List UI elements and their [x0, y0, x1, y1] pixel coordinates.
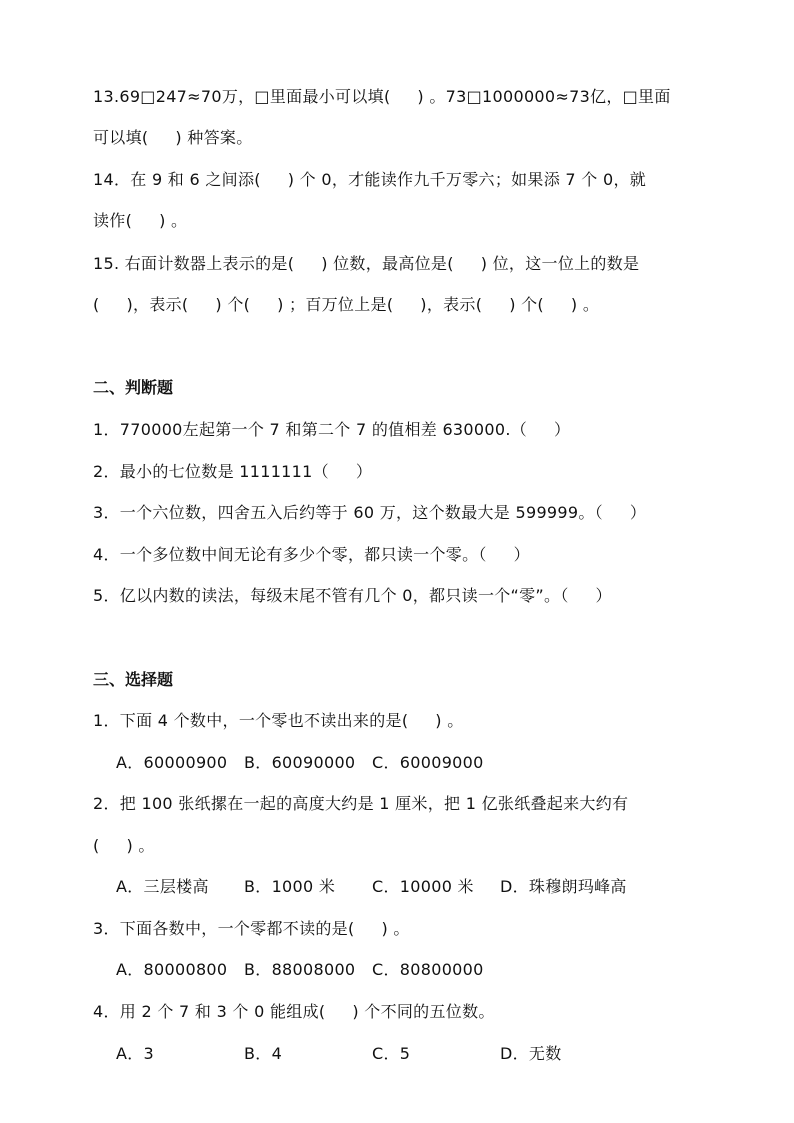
choice-q2-stem-line-1: 2．把 100 张纸摞在一起的高度大约是 1 厘米，把 1 亿张纸叠起来大约有 — [93, 794, 629, 813]
choice-q1-option-c: C．60009000 — [372, 753, 484, 772]
choice-q4-option-d: D．无数 — [500, 1044, 562, 1063]
judgment-heading: 二、判断题 — [93, 378, 174, 397]
judgment-item-1: 1．770000左起第一个 7 和第二个 7 的值相差 630000.（ ） — [93, 420, 571, 439]
choice-q4-option-c: C．5 — [372, 1044, 411, 1063]
choice-q3-stem: 3．下面各数中，一个零都不读的是( ) 。 — [93, 919, 410, 938]
choice-heading: 三、选择题 — [93, 670, 174, 689]
choice-q3-option-a: A．80000800 — [116, 960, 228, 979]
question-14-line-1: 14．在 9 和 6 之间添( ) 个 0，才能读作九千万零六；如果添 7 个 0，就 — [93, 170, 647, 189]
choice-q2-option-b: B．1000 米 — [244, 877, 336, 896]
choice-q4-stem: 4．用 2 个 7 和 3 个 0 能组成( ) 个不同的五位数。 — [93, 1002, 495, 1021]
choice-q1-stem: 1．下面 4 个数中，一个零也不读出来的是( ) 。 — [93, 711, 464, 730]
question-14-line-2: 读作( ) 。 — [93, 211, 188, 230]
choice-q1-option-b: B．60090000 — [244, 753, 356, 772]
choice-q2-options — [0, 877, 794, 897]
choice-q4-option-b: B．4 — [244, 1044, 283, 1063]
question-13-line-2: 可以填( ) 种答案。 — [93, 128, 253, 147]
choice-q3-option-c: C．80800000 — [372, 960, 484, 979]
choice-q1-options — [0, 753, 794, 773]
choice-q3-options — [0, 960, 794, 980]
choice-q4-option-a: A．3 — [116, 1044, 155, 1063]
judgment-item-5: 5．亿以内数的读法，每级末尾不管有几个 0，都只读一个“零”。（ ） — [93, 586, 612, 605]
choice-q2-stem-line-2: ( ) 。 — [93, 836, 155, 855]
choice-q2-option-d: D．珠穆朗玛峰高 — [500, 877, 627, 896]
choice-q4-options — [0, 1044, 794, 1064]
judgment-item-2: 2．最小的七位数是 1111111（ ） — [93, 462, 373, 481]
choice-q1-option-a: A．60000900 — [116, 753, 228, 772]
judgment-item-4: 4．一个多位数中间无论有多少个零，都只读一个零。（ ） — [93, 545, 530, 564]
judgment-item-3: 3．一个六位数，四舍五入后约等于 60 万，这个数最大是 599999。（ ） — [93, 503, 647, 522]
question-13-line-1: 13.69□247≈70万，□里面最小可以填( ) 。73□1000000≈73亿，□里面 — [93, 87, 671, 106]
choice-q2-option-c: C．10000 米 — [372, 877, 474, 896]
choice-q3-option-b: B．88008000 — [244, 960, 356, 979]
question-15-line-1: 15. 右面计数器上表示的是( ) 位数，最高位是( ) 位，这一位上的数是 — [93, 254, 640, 273]
choice-q2-option-a: A．三层楼高 — [116, 877, 209, 896]
question-15-line-2: ( )，表示( ) 个( ) ；百万位上是( )，表示( ) 个( ) 。 — [93, 295, 600, 314]
